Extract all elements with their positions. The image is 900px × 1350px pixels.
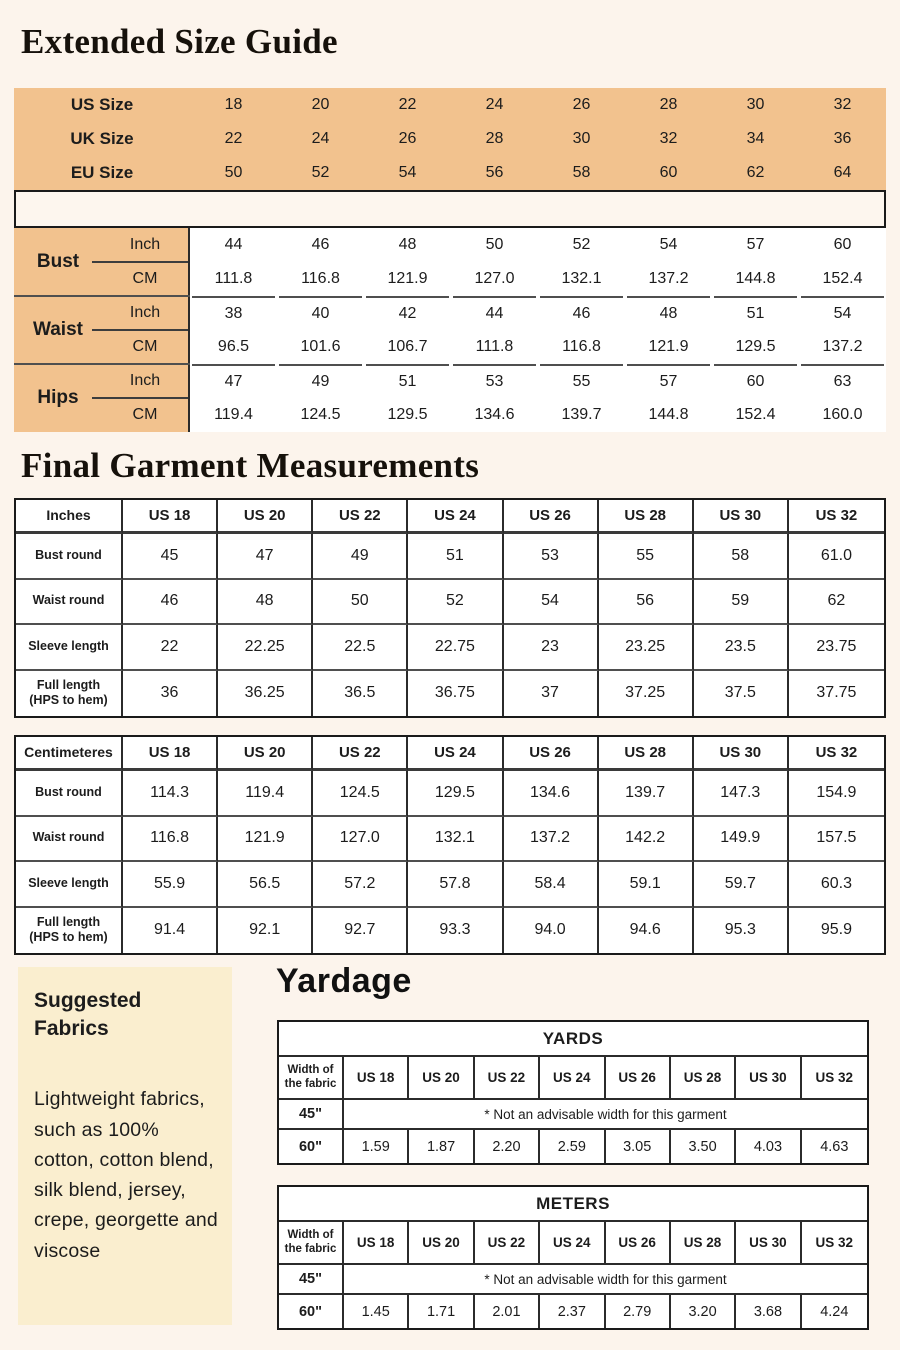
table-row [16,908,884,954]
table-row [190,296,886,330]
table-cell: 94.0 [504,908,599,954]
table-cell: US 32 [802,1057,867,1100]
table-cell: 55 [599,534,694,580]
table-cell: 52 [311,164,330,181]
table-row [190,364,886,398]
table-row-60 [279,1130,867,1163]
table-cell: 132.1 [408,817,503,863]
row-label: Full length (HPS to hem) [16,908,123,954]
table-cell: 20 [311,96,330,113]
table-cell: 42 [366,296,449,330]
table-cell: 53 [504,534,599,580]
table-cell: 28 [485,130,504,147]
group-name: Hips [37,387,79,408]
table-cell: 121.9 [387,270,428,287]
table-cell: US 30 [736,1057,801,1100]
table-cell: US 30 [694,500,789,534]
table-cell: 22.5 [313,625,408,671]
table-cell: 56 [485,164,504,181]
table-cell: 49 [313,534,408,580]
table-row-60 [279,1295,867,1328]
table-cell: 134.6 [474,406,515,423]
table-row [16,862,884,908]
table-cell: 1.87 [409,1130,474,1163]
table-cell: 114.3 [123,771,218,817]
table-cell: 50 [224,164,243,181]
table-cell: 106.7 [387,338,428,355]
table-cell: 23 [504,625,599,671]
table-cell: 3.05 [606,1130,671,1163]
measurement-group-waist [14,296,886,364]
table-cell: 129.5 [408,771,503,817]
table-row [14,122,886,156]
table-cell: 144.8 [648,406,689,423]
row-label: Full length (HPS to hem) [16,671,123,717]
table-cell: 49 [279,364,362,398]
table-cell: 93.3 [408,908,503,954]
table-row [190,228,886,262]
table-cell: US 28 [599,737,694,771]
table-cell: 132.1 [561,270,602,287]
unit-label-cm: CM [132,270,158,287]
table-row [16,580,884,626]
table-header-row [16,737,884,771]
row-label: Sleeve length [16,862,123,908]
table-cell: 36.5 [313,671,408,717]
table-cell: 24 [485,96,504,113]
section-title-yardage: Yardage [276,962,412,1000]
row-label: Sleeve length [16,625,123,671]
table-cell: 51 [408,534,503,580]
table-cell: 23.75 [789,625,884,671]
table-cell: 36 [833,130,852,147]
table-cell: 137.2 [822,338,863,355]
table-cell: 18 [224,96,243,113]
page-title: Extended Size Guide [21,22,338,61]
table-cell: 142.2 [599,817,694,863]
table-cell: 59.7 [694,862,789,908]
empty-divider-box [14,190,886,228]
table-cell: 4.24 [820,1303,849,1320]
table-row [16,625,884,671]
table-cell: 37.25 [599,671,694,717]
table-cell: US 18 [344,1222,409,1265]
garment-inches-table [14,498,886,718]
section-title-garment: Final Garment Measurements [21,446,480,485]
table-cell: 60 [714,364,797,398]
table-cell: 95.9 [820,921,852,939]
table-cell: US 28 [671,1222,736,1265]
table-cell: 54 [801,296,884,330]
row-label-60: 60" [279,1295,344,1328]
table-cell: 60.3 [789,862,884,908]
table-cell: 54 [504,580,599,626]
table-cell: US 24 [408,737,503,771]
table-cell: 152.4 [822,270,863,287]
table-cell: 22 [123,625,218,671]
table-cell: 44 [453,296,536,330]
table-cell: 137.2 [504,817,599,863]
table-cell: 1.59 [344,1130,409,1163]
table-cell: US 18 [123,500,218,534]
table-cell: 23.25 [599,625,694,671]
group-name: Bust [36,251,80,272]
table-cell: 30 [572,130,591,147]
table-cell: 37.75 [816,684,857,702]
table-cell: 22 [398,96,417,113]
table-cell: 63 [801,364,884,398]
table-cell: 46 [311,236,330,253]
meters-table [277,1185,869,1330]
table-cell: 119.4 [218,771,313,817]
table-cell: 139.7 [599,771,694,817]
table-row-45 [279,1265,867,1295]
table-cell: 121.9 [218,817,313,863]
table-cell: 91.4 [123,908,218,954]
table-cell: 60 [833,236,852,253]
table-cell: 53 [453,364,536,398]
table-cell: 129.5 [735,338,776,355]
table-cell: 144.8 [735,270,776,287]
table-cell: 3.68 [736,1295,801,1328]
table-cell: US 24 [540,1057,605,1100]
table-cell: 60 [659,164,678,181]
table-cell: 45 [123,534,218,580]
fabrics-heading: Suggested Fabrics [34,989,142,1040]
table-row [190,398,886,432]
table-cell: 57.8 [408,862,503,908]
table-row [190,330,886,364]
table-title: METERS [279,1187,867,1222]
table-cell: 47 [218,534,313,580]
table-cell: 1.45 [344,1295,409,1328]
group-header [14,228,190,296]
table-cell: 119.4 [214,406,253,423]
table-cell: 127.0 [313,817,408,863]
table-cell: 36.25 [218,671,313,717]
column-header-width: Width of the fabric [279,1057,344,1100]
table-cell: 94.6 [599,908,694,954]
group-header [14,364,190,432]
table-cell: 62 [789,580,884,626]
table-cell: 56.5 [218,862,313,908]
table-cell: 2.79 [606,1295,671,1328]
table-cell: 154.9 [789,771,884,817]
table-cell: 62 [746,164,765,181]
table-row [16,534,884,580]
table-cell: 23.5 [694,625,789,671]
table-cell: 111.8 [214,270,253,287]
table-title: YARDS [279,1022,867,1057]
group-data [190,364,886,432]
table-cell: US 28 [599,500,694,534]
not-advisable-note: * Not an advisable width for this garment [344,1100,867,1130]
table-cell: 57 [627,364,710,398]
table-cell: 40 [279,296,362,330]
table-cell: US 24 [408,500,503,534]
table-header-row [279,1057,867,1100]
table-cell: US 30 [736,1222,801,1265]
table-cell: US 26 [606,1222,671,1265]
table-row [190,262,886,296]
table-header-row [16,500,884,534]
unit-label-cm: CM [132,406,158,423]
table-cell: 134.6 [504,771,599,817]
table-cell: US 26 [504,500,599,534]
table-cell: 124.5 [313,771,408,817]
table-cell: US 32 [789,737,884,771]
table-cell: 22.75 [408,625,503,671]
table-cell: 2.59 [540,1130,605,1163]
table-row [14,88,886,122]
table-header-row [279,1222,867,1265]
table-cell: 58.4 [504,862,599,908]
table-cell: 36.75 [408,671,503,717]
table-cell: 50 [313,580,408,626]
table-cell: 56 [599,580,694,626]
table-cell: 61.0 [789,534,884,580]
body-measurements-table [14,228,886,432]
table-cell: 59 [694,580,789,626]
table-cell: 92.1 [218,908,313,954]
row-label-45: 45" [279,1265,344,1295]
table-cell: 26 [398,130,417,147]
unit-label-cm: CM [132,338,158,355]
table-cell: 32 [659,130,678,147]
table-cell: 4.63 [820,1138,849,1155]
table-cell: 50 [485,236,504,253]
group-data [190,228,886,296]
unit-label-inch: Inch [102,364,188,398]
group-header [14,296,190,364]
table-cell: 24 [311,130,330,147]
table-cell: 51 [714,296,797,330]
table-cell: 37.5 [694,671,789,717]
table-cell: 116.8 [123,817,218,863]
table-cell: 48 [627,296,710,330]
table-cell: 22.25 [218,625,313,671]
table-row [14,156,886,190]
table-cell: 37 [504,671,599,717]
row-label: EU Size [70,163,134,182]
table-cell: 127.0 [474,270,515,287]
table-cell: 152.4 [735,406,776,423]
table-cell: 149.9 [694,817,789,863]
table-cell: 55.9 [123,862,218,908]
table-cell: 2.37 [540,1295,605,1328]
table-cell: 26 [572,96,591,113]
table-row [16,771,884,817]
table-cell: US 20 [218,500,313,534]
table-cell: 1.71 [409,1295,474,1328]
table-cell: 36 [123,671,218,717]
table-cell: 137.2 [648,270,689,287]
table-cell: US 18 [344,1057,409,1100]
table-cell: US 26 [606,1057,671,1100]
group-data [190,296,886,364]
row-label: US Size [70,95,134,114]
not-advisable-note: * Not an advisable width for this garment [344,1265,867,1295]
table-cell: US 28 [671,1057,736,1100]
table-cell: 92.7 [313,908,408,954]
table-cell: US 20 [218,737,313,771]
column-header-unit: Centimeteres [16,737,123,771]
table-cell: 116.8 [301,270,340,287]
measurement-group-bust [14,228,886,296]
table-cell: 30 [746,96,765,113]
table-cell: US 22 [475,1222,540,1265]
table-cell: 44 [224,236,243,253]
table-row-45 [279,1100,867,1130]
row-label: UK Size [70,129,134,148]
table-cell: 157.5 [789,817,884,863]
table-cell: 58 [572,164,591,181]
table-cell: 4.03 [736,1130,801,1163]
table-cell: 28 [659,96,678,113]
unit-label-inch: Inch [102,228,188,262]
table-cell: 34 [746,130,765,147]
table-cell: US 20 [409,1222,474,1265]
table-cell: US 32 [789,500,884,534]
table-cell: 38 [192,296,275,330]
table-cell: 32 [833,96,852,113]
table-row [16,817,884,863]
table-cell: 101.6 [300,338,341,355]
table-cell: US 26 [504,737,599,771]
fabrics-text: Lightweight fabrics, such as 100% cotton, cotton blend, silk blend, jersey, crepe, georgette and viscose [34,1088,218,1262]
table-cell: 2.20 [475,1130,540,1163]
table-cell: 52 [408,580,503,626]
table-cell: 96.5 [217,338,250,355]
table-cell: US 24 [540,1222,605,1265]
table-cell: 46 [540,296,623,330]
table-cell: 2.01 [475,1295,540,1328]
table-cell: 51 [366,364,449,398]
table-cell: US 22 [475,1057,540,1100]
table-cell: 57.2 [313,862,408,908]
table-cell: 64 [833,164,852,181]
row-label-45: 45" [279,1100,344,1130]
garment-centimeters-table [14,735,886,955]
table-cell: 52 [572,236,591,253]
table-cell: US 30 [694,737,789,771]
table-cell: US 18 [123,737,218,771]
group-name: Waist [33,319,83,340]
column-header-width: Width of the fabric [279,1222,344,1265]
measurement-group-hips [14,364,886,432]
table-cell: 48 [218,580,313,626]
table-cell: 129.5 [387,406,428,423]
table-row [16,671,884,717]
table-cell: 3.50 [671,1130,736,1163]
row-label: Waist round [16,580,123,626]
row-label: Waist round [16,817,123,863]
table-cell: 111.8 [475,338,514,355]
table-cell: 116.8 [562,338,601,355]
table-cell: 55 [540,364,623,398]
row-label-60: 60" [279,1130,344,1163]
table-cell: 59.1 [599,862,694,908]
row-label: Bust round [16,771,123,817]
table-cell: 160.0 [822,406,863,423]
table-cell: 57 [746,236,765,253]
table-cell: US 32 [802,1222,867,1265]
table-cell: 147.3 [694,771,789,817]
table-cell: 54 [659,236,678,253]
yards-table [277,1020,869,1165]
table-cell: 139.7 [561,406,602,423]
table-cell: 48 [398,236,417,253]
table-cell: 3.20 [671,1295,736,1328]
table-cell: US 22 [313,737,408,771]
table-cell: 54 [398,164,417,181]
table-cell: US 20 [409,1057,474,1100]
size-conversion-table [14,88,886,190]
table-cell: 47 [192,364,275,398]
table-cell: 22 [224,130,243,147]
row-label: Bust round [16,534,123,580]
table-cell: 124.5 [300,406,341,423]
column-header-unit: Inches [16,500,123,534]
table-cell: 95.3 [694,908,789,954]
unit-label-inch: Inch [102,296,188,330]
table-cell: 121.9 [648,338,689,355]
table-cell: 46 [123,580,218,626]
table-cell: 58 [694,534,789,580]
table-cell: US 22 [313,500,408,534]
suggested-fabrics-panel [18,967,232,1325]
